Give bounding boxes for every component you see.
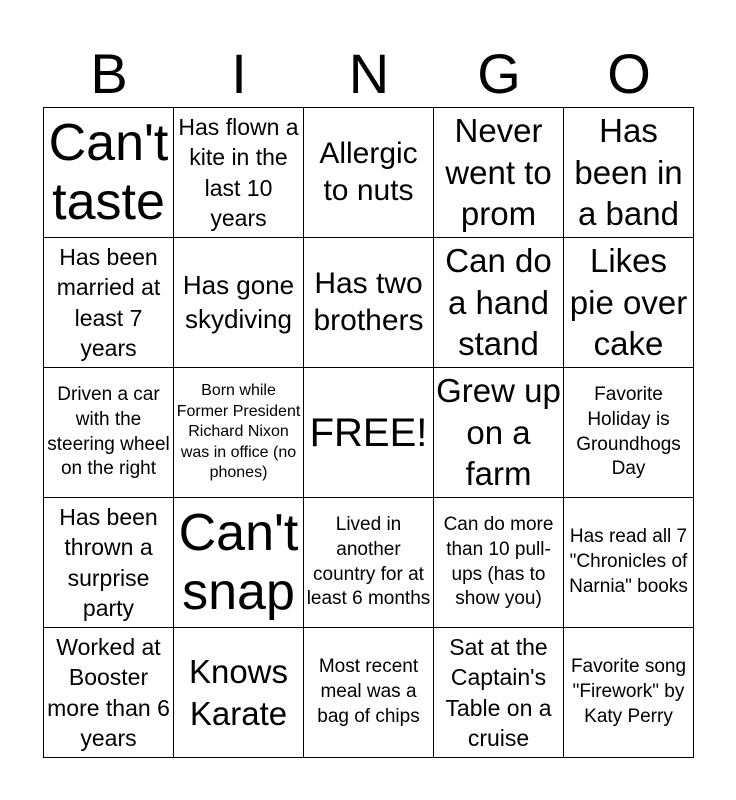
bingo-grid [43, 107, 694, 758]
bingo-cell-3-3 free-space[interactable] [304, 368, 434, 498]
cell-text: Can do more than 10 pull-ups (has to show you) [443, 514, 554, 610]
bingo-cell-1-4[interactable] [434, 108, 564, 238]
cell-text: Has two brothers [313, 266, 424, 337]
bingo-cell-5-1[interactable] [44, 628, 174, 758]
cell-text: Has flown a kite in the last 10 years [178, 113, 299, 231]
cell-text: Can't taste [48, 114, 169, 231]
header-letter-o: O [607, 42, 651, 105]
bingo-cell-2-3[interactable] [304, 238, 434, 368]
cell-text: Lived in another country for at least 6 months [306, 514, 431, 610]
bingo-cell-3-4[interactable] [434, 368, 564, 498]
cell-text: Favorite Holiday is Groundhogs Day [576, 384, 681, 480]
bingo-cell-3-1[interactable] [44, 368, 174, 498]
cell-text: Driven a car with the steering wheel on the right [47, 384, 170, 480]
bingo-cell-5-5[interactable] [564, 628, 694, 758]
cell-text: Sat at the Captain's Table on a cruise [445, 633, 552, 751]
header-letter-g: G [477, 42, 521, 105]
bingo-cell-1-5[interactable] [564, 108, 694, 238]
cell-text: Likes pie over cake [569, 241, 688, 363]
bingo-cell-4-5[interactable] [564, 498, 694, 628]
bingo-header [44, 40, 694, 108]
cell-text: Most recent meal was a bag of chips [317, 656, 420, 727]
cell-text: Knows Karate [188, 652, 289, 732]
cell-text: Has read all 7 "Chronicles of Narnia" books [569, 526, 688, 597]
bingo-cell-5-2[interactable] [174, 628, 304, 758]
bingo-cell-5-3[interactable] [304, 628, 434, 758]
cell-text: Has gone skydiving [182, 269, 295, 334]
cell-text: Has been thrown a surprise party [59, 503, 158, 621]
header-letter-n: N [348, 42, 390, 105]
cell-text: Can't snap [178, 504, 299, 621]
bingo-cell-2-1[interactable] [44, 238, 174, 368]
header-letter-b: B [90, 42, 128, 105]
bingo-cell-4-4[interactable] [434, 498, 564, 628]
bingo-cell-2-5[interactable] [564, 238, 694, 368]
cell-text: Can do a hand stand [445, 241, 552, 363]
bingo-cell-1-1[interactable] [44, 108, 174, 238]
bingo-cell-3-2[interactable] [174, 368, 304, 498]
cell-text: Allergic to nuts [319, 136, 418, 207]
bingo-cell-1-3[interactable] [304, 108, 434, 238]
bingo-cell-1-2[interactable] [174, 108, 304, 238]
cell-text: Never went to prom [445, 111, 552, 233]
cell-text: Worked at Booster more than 6 years [47, 633, 170, 751]
cell-text: Has been married at least 7 years [56, 243, 161, 361]
bingo-cell-5-4[interactable] [434, 628, 564, 758]
free-space-label: FREE! [309, 410, 428, 455]
cell-text: Born while Former President Richard Nixon was in office (no phones) [176, 382, 301, 482]
header-letter-i: I [231, 42, 247, 105]
bingo-cell-3-5[interactable] [564, 368, 694, 498]
cell-text: Has been in a band [574, 111, 683, 233]
bingo-cell-2-4[interactable] [434, 238, 564, 368]
bingo-cell-2-2[interactable] [174, 238, 304, 368]
bingo-cell-4-2[interactable] [174, 498, 304, 628]
cell-text: Grew up on a farm [436, 371, 561, 493]
bingo-cell-4-3[interactable] [304, 498, 434, 628]
bingo-cell-4-1[interactable] [44, 498, 174, 628]
cell-text: Favorite song "Firework" by Katy Perry [570, 656, 687, 727]
